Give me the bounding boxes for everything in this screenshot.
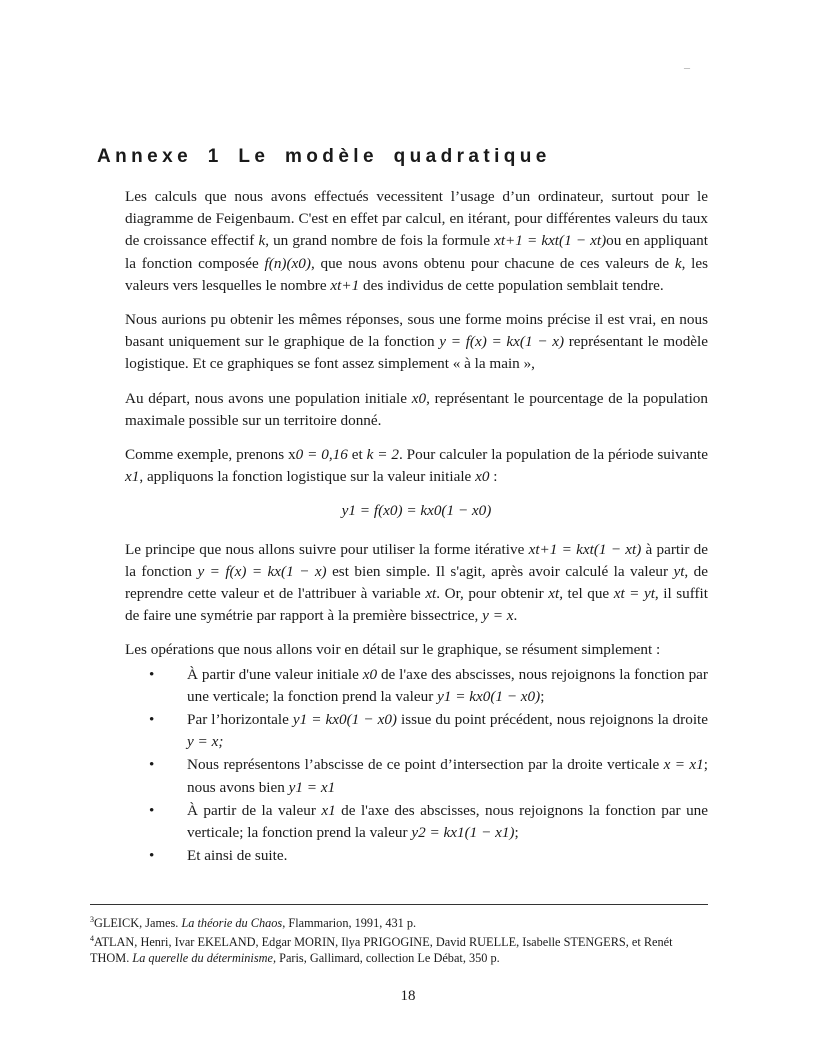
bullet-text: de l'axe des abscisses, nous rejoignons la fonction par une verticale; la fonction prend la valeur bbox=[187, 801, 708, 842]
list-item bbox=[125, 800, 708, 844]
p5-function-formula: y = f(x) = kx(1 − x) bbox=[197, 562, 327, 580]
list-item bbox=[125, 754, 708, 798]
paragraph-5 bbox=[125, 539, 708, 628]
bullet-math: x0 bbox=[362, 665, 378, 683]
footnote-text: GLEICK, James. bbox=[94, 916, 182, 931]
p5-text-g: , il suffit de faire une symétrie par rapport à la première bissectrice, bbox=[125, 585, 708, 625]
bullet-text: ; bbox=[514, 824, 519, 842]
equation-y1: y1 = f(x0) = kx0(1 − x0) bbox=[341, 502, 492, 520]
p5-bisector: y = x bbox=[482, 607, 514, 625]
p5-iteration-formula: xt+1 = kxt(1 − xt) bbox=[528, 540, 642, 558]
bullet-math: y2 = kx1(1 − x1) bbox=[411, 824, 515, 842]
p5-xt: xt bbox=[425, 585, 437, 603]
p5-text-a: Le principe que nous allons suivre pour utiliser la forme itérative bbox=[125, 540, 529, 558]
section-heading: Annexe 1 Le modèle quadratique bbox=[97, 146, 551, 167]
p2-logistic-formula: y = f(x) = kx(1 − x) bbox=[439, 333, 565, 351]
p4-text-e: . Pour calculer la population de la période suivante bbox=[398, 446, 708, 464]
bullet-icon: • bbox=[149, 756, 155, 774]
p1-xt1: xt+1 bbox=[330, 276, 360, 294]
footnote-number: 3 bbox=[90, 915, 94, 924]
bullet-text: ; nous avons bien bbox=[187, 756, 708, 796]
bullet-text: ; bbox=[540, 687, 545, 705]
main-body bbox=[125, 186, 708, 868]
p4-text-c: et bbox=[347, 446, 367, 464]
corner-mark: – bbox=[684, 60, 690, 74]
footnotes bbox=[90, 912, 710, 966]
bullet-math: y1 = kx0(1 − x0) bbox=[437, 687, 541, 705]
footnote-title: La querelle du déterminisme, bbox=[132, 951, 277, 966]
p4-x0: x0 bbox=[475, 468, 490, 486]
p1-k: k bbox=[258, 232, 266, 250]
p2-text-b: représentant le modèle logistique. Et ce graphiques se font assez simplement « à la main », bbox=[125, 333, 708, 373]
bullet-math: x1 bbox=[321, 801, 336, 819]
list-item bbox=[125, 709, 708, 753]
p4-x0-value: 0 = 0,16 bbox=[295, 446, 348, 464]
paragraph-6: Les opérations que nous allons voir en détail sur le graphique, se résument simplement : bbox=[125, 641, 661, 659]
p5-xt-2: xt bbox=[548, 585, 560, 603]
page-number: 18 bbox=[400, 988, 416, 1004]
p1-composed-function: f(n)(x0) bbox=[264, 254, 311, 272]
p5-text-b: à partir de la fonction bbox=[125, 540, 708, 580]
bullet-math: y1 = kx0(1 − x0) bbox=[292, 711, 397, 729]
bullet-icon: • bbox=[149, 665, 155, 683]
footnote-text: ATLAN, Henri, Ivar EKELAND, Edgar MORIN, Ilya PRIGOGINE, David RUELLE, Isabelle STENGERS, et Renét THOM. bbox=[90, 935, 673, 966]
p1-text-b: , un grand nombre de fois la formule bbox=[265, 232, 495, 250]
footnote-3 bbox=[90, 912, 710, 931]
bullet-text: À partir d'une valeur initiale bbox=[187, 665, 363, 683]
footnote-text: Paris, Gallimard, collection Le Débat, 350 p. bbox=[276, 951, 500, 966]
p5-xt-equals-yt: xt = yt bbox=[613, 585, 655, 603]
p3-x0: x0 bbox=[411, 389, 427, 407]
p5-text-f: , tel que bbox=[559, 585, 614, 603]
footnote-divider bbox=[90, 904, 708, 905]
bullet-text: Nous représentons l’abscisse de ce point d’intersection par la droite verticale bbox=[187, 756, 664, 774]
p5-text-d: , de reprendre cette valeur et de l'attribuer à variable bbox=[125, 562, 708, 603]
bullet-text: Par l’horizontale bbox=[187, 711, 293, 729]
footnote-text: , Flammarion, 1991, 431 p. bbox=[282, 916, 417, 931]
list-item bbox=[125, 845, 708, 867]
paragraph-4 bbox=[125, 444, 708, 488]
bullet-math: x = x1 bbox=[663, 756, 704, 774]
bullet-text: À partir de la valeur bbox=[187, 801, 322, 819]
p2-text-a: Nous aurions pu obtenir les mêmes réponses, sous une forme moins précise il est vrai, en nous basant uniquement sur le graphique de la fonction bbox=[125, 311, 708, 351]
p4-text-g: : bbox=[489, 468, 498, 486]
footnote-number: 4 bbox=[90, 934, 94, 944]
bullet-text: Et ainsi de suite. bbox=[187, 847, 288, 865]
p3-text-b: , représentant le pourcentage de la population maximale possible sur un territoire donné. bbox=[125, 389, 708, 429]
p5-text-e: . Or, pour obtenir bbox=[436, 585, 549, 603]
bullet-text: issue du point précédent, nous rejoignons la droite bbox=[396, 711, 709, 729]
bullet-icon: • bbox=[149, 847, 155, 865]
bullet-math: y = x; bbox=[187, 733, 224, 751]
p4-x1: x1 bbox=[125, 468, 140, 486]
p4-text-a: Comme exemple, prenons x bbox=[125, 446, 296, 464]
paragraph-3 bbox=[125, 388, 708, 432]
footnote-4 bbox=[90, 931, 710, 966]
bullet-math: y1 = x1 bbox=[288, 778, 336, 796]
bullet-text: de l'axe des abscisses, nous rejoignons la fonction par une verticale; la fonction prend la valeur bbox=[187, 665, 708, 705]
list-item bbox=[125, 664, 708, 708]
footnote-title: La théorie du Chaos bbox=[181, 916, 283, 931]
centered-equation bbox=[125, 500, 708, 522]
paragraph-2 bbox=[125, 309, 708, 376]
p1-text-d: , que nous avons obtenu pour chacune de ces valeurs de bbox=[310, 254, 675, 272]
p1-text-c: ou en appliquant la fonction composée bbox=[125, 232, 708, 272]
p4-text-f: , appliquons la fonction logistique sur la valeur initiale bbox=[139, 468, 476, 486]
p1-text-a: Les calculs que nous avons effectués vecessitent l’usage d’un ordinateur, surtout pour le diagramme de Feigenbaum. C'est en effet par calcul, en itérant, pour différentes valeurs du taux de croissance effectif bbox=[125, 188, 708, 250]
p1-iteration-formula: xt+1 = kxt(1 − xt) bbox=[494, 232, 607, 250]
p1-text-f: des individus de cette population semblait tendre. bbox=[359, 276, 664, 294]
p5-yt: yt bbox=[673, 562, 685, 580]
p5-text-h: . bbox=[513, 607, 518, 625]
operations-list bbox=[125, 664, 708, 868]
p3-text-a: Au départ, nous avons une population initiale bbox=[125, 389, 412, 407]
bullet-icon: • bbox=[149, 711, 155, 729]
p1-text-e: , les valeurs vers lesquelles le nombre bbox=[125, 254, 709, 294]
paragraph-1 bbox=[125, 186, 708, 297]
p1-k-2: k bbox=[674, 254, 682, 272]
p5-text-c: est bien simple. Il s'agit, après avoir calculé la valeur bbox=[326, 562, 674, 580]
p4-k-value: k = 2 bbox=[366, 446, 399, 464]
bullet-icon: • bbox=[149, 801, 155, 819]
